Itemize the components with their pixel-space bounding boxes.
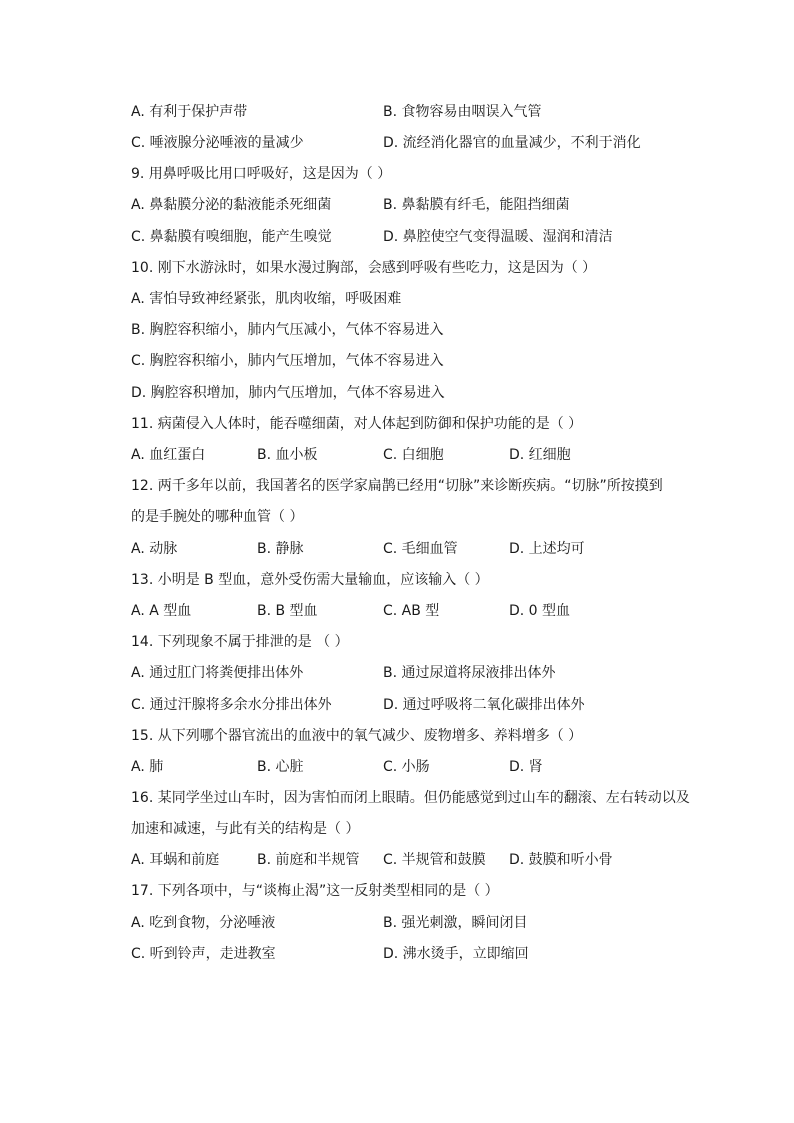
q10-option-d: D. 胸腔容积增加，肺内气压增加，气体不容易进入 xyxy=(131,385,445,401)
q16-option-c: C. 半规管和鼓膜 xyxy=(383,852,486,868)
q17-option-a: A. 吃到食物，分泌唾液 xyxy=(131,915,276,931)
q16-option-b: B. 前庭和半规管 xyxy=(257,852,360,868)
q8-option-d: D. 流经消化器官的血量减少，不利于消化 xyxy=(383,135,641,151)
q15-option-c: C. 小肠 xyxy=(383,759,430,775)
q13-stem: 13. 小明是 B 型血，意外受伤需大量输血，应该输入（ ） xyxy=(131,572,489,588)
q15-option-b: B. 心脏 xyxy=(257,759,304,775)
q16-stem-line2: 加速和减速，与此有关的结构是（ ） xyxy=(131,821,360,837)
q14-option-c: C. 通过汗腺将多余水分排出体外 xyxy=(131,697,332,713)
q13-option-a: A. A 型血 xyxy=(131,603,192,619)
q9-option-d: D. 鼻腔使空气变得温暖、湿润和清洁 xyxy=(383,229,613,245)
q9-option-b: B. 鼻黏膜有纤毛，能阻挡细菌 xyxy=(383,197,570,213)
q11-option-a: A. 血红蛋白 xyxy=(131,447,206,463)
q11-stem: 11. 病菌侵入人体时，能吞噬细菌，对人体起到防御和保护功能的是（ ） xyxy=(131,416,583,432)
q15-option-a: A. 肺 xyxy=(131,759,164,775)
q17-option-d: D. 沸水烫手，立即缩回 xyxy=(383,946,529,962)
q12-option-c: C. 毛细血管 xyxy=(383,541,458,557)
q14-stem: 14. 下列现象不属于排泄的是 （ ） xyxy=(131,634,349,650)
q12-option-a: A. 动脉 xyxy=(131,541,178,557)
q9-option-a: A. 鼻黏膜分泌的黏液能杀死细菌 xyxy=(131,197,332,213)
q10-option-a: A. 害怕导致神经紧张，肌肉收缩，呼吸困难 xyxy=(131,291,402,307)
q12-stem-line1: 12. 两千多年以前，我国著名的医学家扁鹊已经用“切脉”来诊断疾病。“切脉”所按摸到 xyxy=(131,478,663,494)
q10-option-c: C. 胸腔容积缩小，肺内气压增加，气体不容易进入 xyxy=(131,353,444,369)
q12-stem-line2: 的是手腕处的哪种血管（ ） xyxy=(131,509,304,525)
q8-option-a: A. 有利于保护声带 xyxy=(131,104,248,120)
q13-option-d: D. 0 型血 xyxy=(509,603,571,619)
q14-option-a: A. 通过肛门将粪便排出体外 xyxy=(131,665,304,681)
q15-stem: 15. 从下列哪个器官流出的血液中的氧气减少、废物增多、养料增多（ ） xyxy=(131,728,583,744)
q13-option-b: B. B 型血 xyxy=(257,603,318,619)
q12-option-b: B. 静脉 xyxy=(257,541,304,557)
q17-stem: 17. 下列各项中，与“谈梅止渴”这一反射类型相同的是（ ） xyxy=(131,883,499,899)
q16-stem-line1: 16. 某同学坐过山车时，因为害怕而闭上眼睛。但仍能感觉到过山车的翻滚、左右转动以及 xyxy=(131,790,690,806)
q17-option-c: C. 听到铃声，走进教室 xyxy=(131,946,276,962)
q14-option-d: D. 通过呼吸将二氧化碳排出体外 xyxy=(383,697,585,713)
q13-option-c: C. AB 型 xyxy=(383,603,440,619)
q11-option-d: D. 红细胞 xyxy=(509,447,571,463)
q10-stem: 10. 刚下水游泳时，如果水漫过胸部，会感到呼吸有些吃力，这是因为（ ） xyxy=(131,260,597,276)
q15-option-d: D. 肾 xyxy=(509,759,543,775)
q17-option-b: B. 强光刺激，瞬间闭目 xyxy=(383,915,528,931)
q9-option-c: C. 鼻黏膜有嗅细胞，能产生嗅觉 xyxy=(131,229,332,245)
q9-stem: 9. 用鼻呼吸比用口呼吸好，这是因为（ ） xyxy=(131,166,392,182)
q8-option-c: C. 唾液腺分泌唾液的量减少 xyxy=(131,135,304,151)
q12-option-d: D. 上述均可 xyxy=(509,541,585,557)
q11-option-b: B. 血小板 xyxy=(257,447,318,463)
q14-option-b: B. 通过尿道将尿液排出体外 xyxy=(383,665,556,681)
q11-option-c: C. 白细胞 xyxy=(383,447,444,463)
q16-option-a: A. 耳蜗和前庭 xyxy=(131,852,220,868)
q8-option-b: B. 食物容易由咽误入气管 xyxy=(383,104,542,120)
q16-option-d: D. 鼓膜和听小骨 xyxy=(509,852,613,868)
q10-option-b: B. 胸腔容积缩小，肺内气压减小，气体不容易进入 xyxy=(131,322,444,338)
